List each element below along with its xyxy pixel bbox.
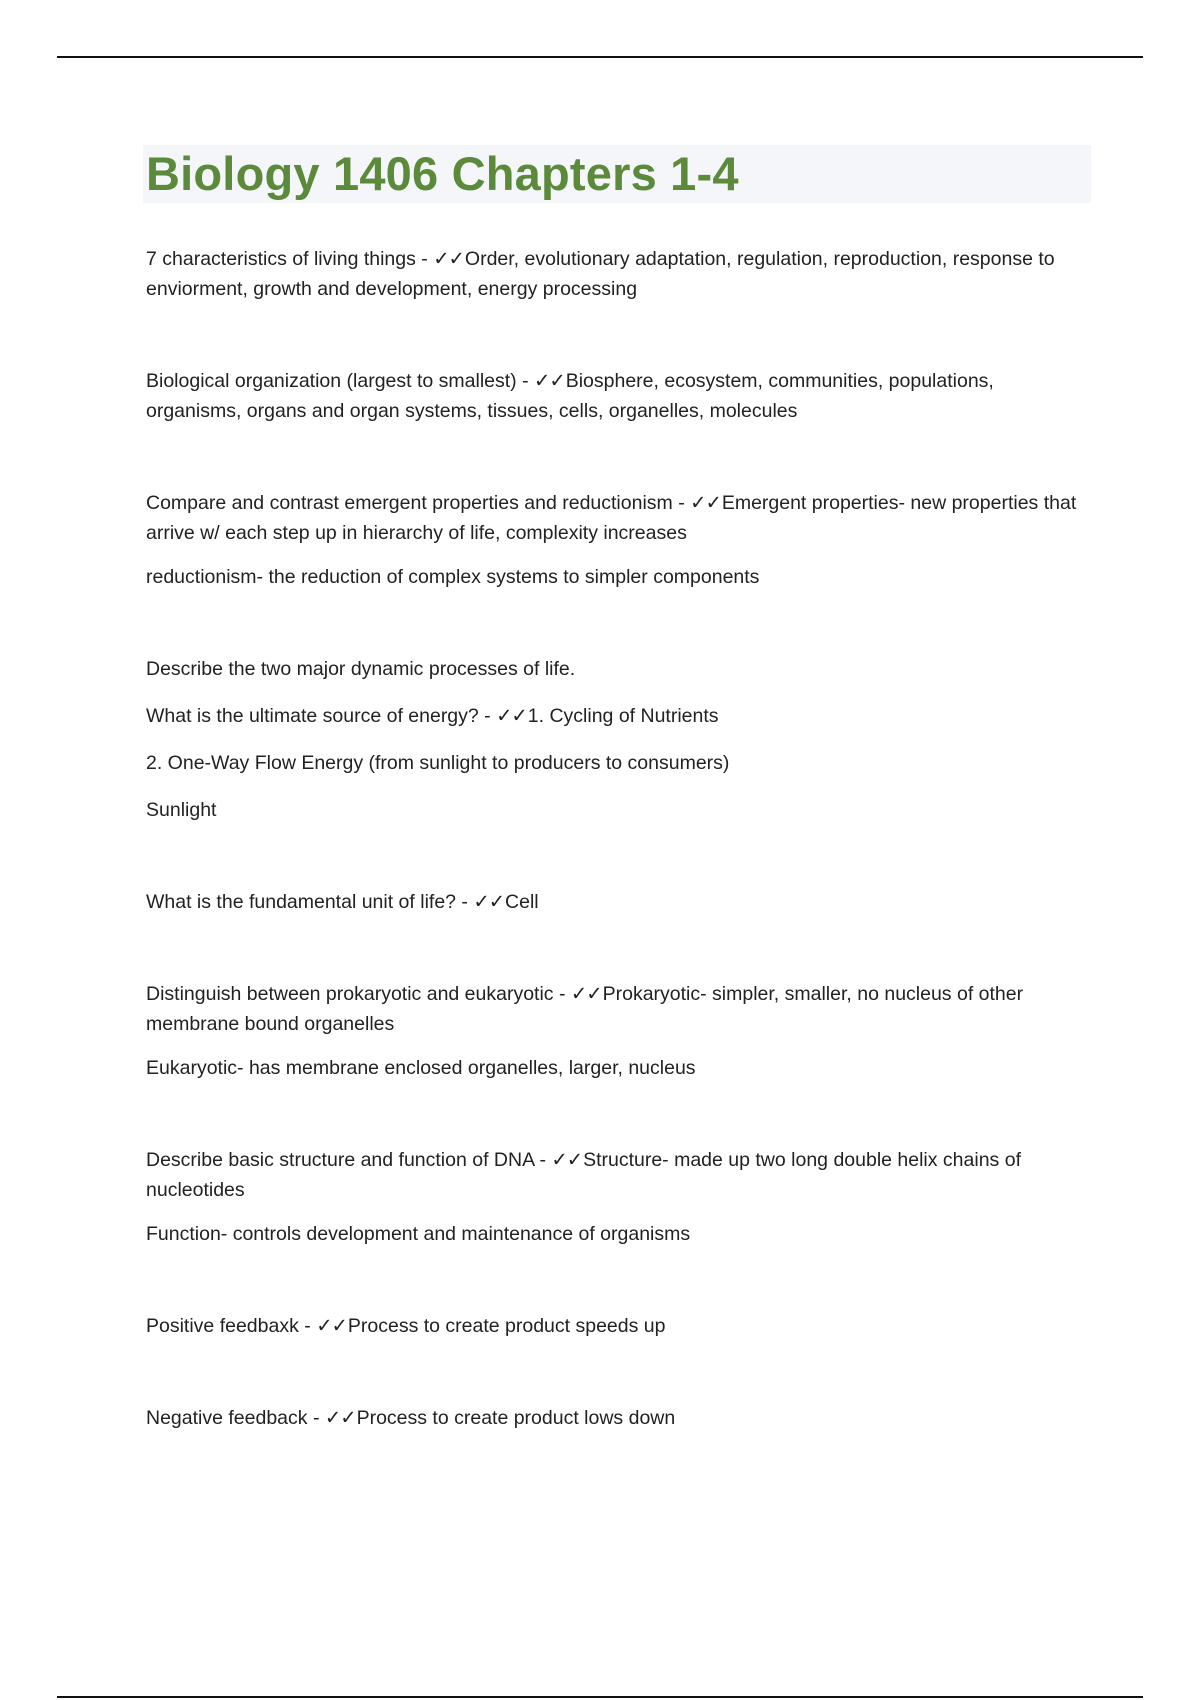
answer-continuation: 2. One-Way Flow Energy (from sunlight to producers to consumers) [146,752,730,774]
answer-text: Prokaryotic- simpler, smaller, no nucleus of other membrane bound organelles [146,983,1024,1035]
answer-text: Cell [505,891,539,913]
answer-text: Biosphere, ecosystem, communities, populations, organisms, organs and organ systems, tissues, cells, organelles, molecules [146,370,994,422]
flashcard-question [146,887,1094,917]
top-rule [57,56,1143,58]
flashcard-question [146,366,1094,426]
double-check-icon: ✓✓ [534,370,565,392]
term-text: 7 characteristics of living things [146,248,416,270]
term-text: Positive feedbaxk [146,1315,299,1337]
answer-continuation: Function- controls development and maintenance of organisms [146,1223,691,1245]
double-check-icon: ✓✓ [551,1149,583,1171]
double-check-icon: ✓✓ [473,891,505,913]
separator: - [456,891,474,913]
separator: - [415,248,434,270]
separator: - [672,492,691,514]
answer-continuation: reductionism- the reduction of complex systems to simpler components [146,566,760,588]
double-check-icon: ✓✓ [316,1315,347,1337]
flashcard-entry [146,488,1094,592]
flashcard-entry [146,1311,1094,1341]
term-text: What is the ultimate source of energy? [146,705,479,727]
flashcard-entry [146,887,1094,917]
double-check-icon: ✓✓ [496,705,527,727]
flashcard-question [146,701,1094,731]
separator: - [307,1407,325,1429]
flashcard-question [146,244,1094,304]
bottom-rule [57,1696,1143,1698]
separator: - [516,370,535,392]
flashcard-entry [146,654,1094,825]
separator: - [298,1315,317,1337]
separator: - [478,705,497,727]
double-check-icon: ✓✓ [570,983,602,1005]
document-title: Biology 1406 Chapters 1-4 [146,147,739,200]
flashcard-question [146,979,1094,1039]
term-text: Biological organization (largest to smallest) [146,370,517,392]
term-text: Negative feedback [146,1407,308,1429]
answer-text: Process to create product lows down [356,1407,676,1429]
separator: - [534,1149,552,1171]
double-check-icon: ✓✓ [433,248,464,270]
double-check-icon: ✓✓ [690,492,721,514]
answer-text: Emergent properties- new properties that arrive w/ each step up in hierarchy of life, complexity increases [146,492,1077,544]
answer-continuation: Sunlight [146,799,217,821]
term-text: Compare and contrast emergent properties and reductionism [146,492,673,514]
flashcard-entry [146,979,1094,1083]
flashcard-entry [146,244,1094,304]
term-text: Describe basic structure and function of DNA [146,1149,535,1171]
answer-continuation: Eukaryotic- has membrane enclosed organelles, larger, nucleus [146,1057,696,1079]
flashcard-question [146,1311,1094,1341]
term-text: What is the fundamental unit of life? [146,891,457,913]
flashcard-question [146,1145,1094,1205]
flashcard-entry [146,1403,1094,1433]
flashcard-entry [146,1145,1094,1249]
separator: - [553,983,571,1005]
answer-text: Process to create product speeds up [347,1315,666,1337]
flashcard-entry [146,366,1094,426]
term-text: Distinguish between prokaryotic and eukaryotic [146,983,554,1005]
answer-text: Order, evolutionary adaptation, regulation, reproduction, response to enviorment, growth and development, energy processing [146,248,1055,300]
flashcard-lead: Describe the two major dynamic processes of life. [146,658,576,680]
double-check-icon: ✓✓ [324,1407,356,1429]
answer-text: Structure- made up two long double helix chains of nucleotides [146,1149,1021,1201]
flashcard-list [146,244,1094,1495]
flashcard-question [146,1403,1094,1433]
flashcard-question [146,488,1094,548]
answer-text: 1. Cycling of Nutrients [527,705,719,727]
